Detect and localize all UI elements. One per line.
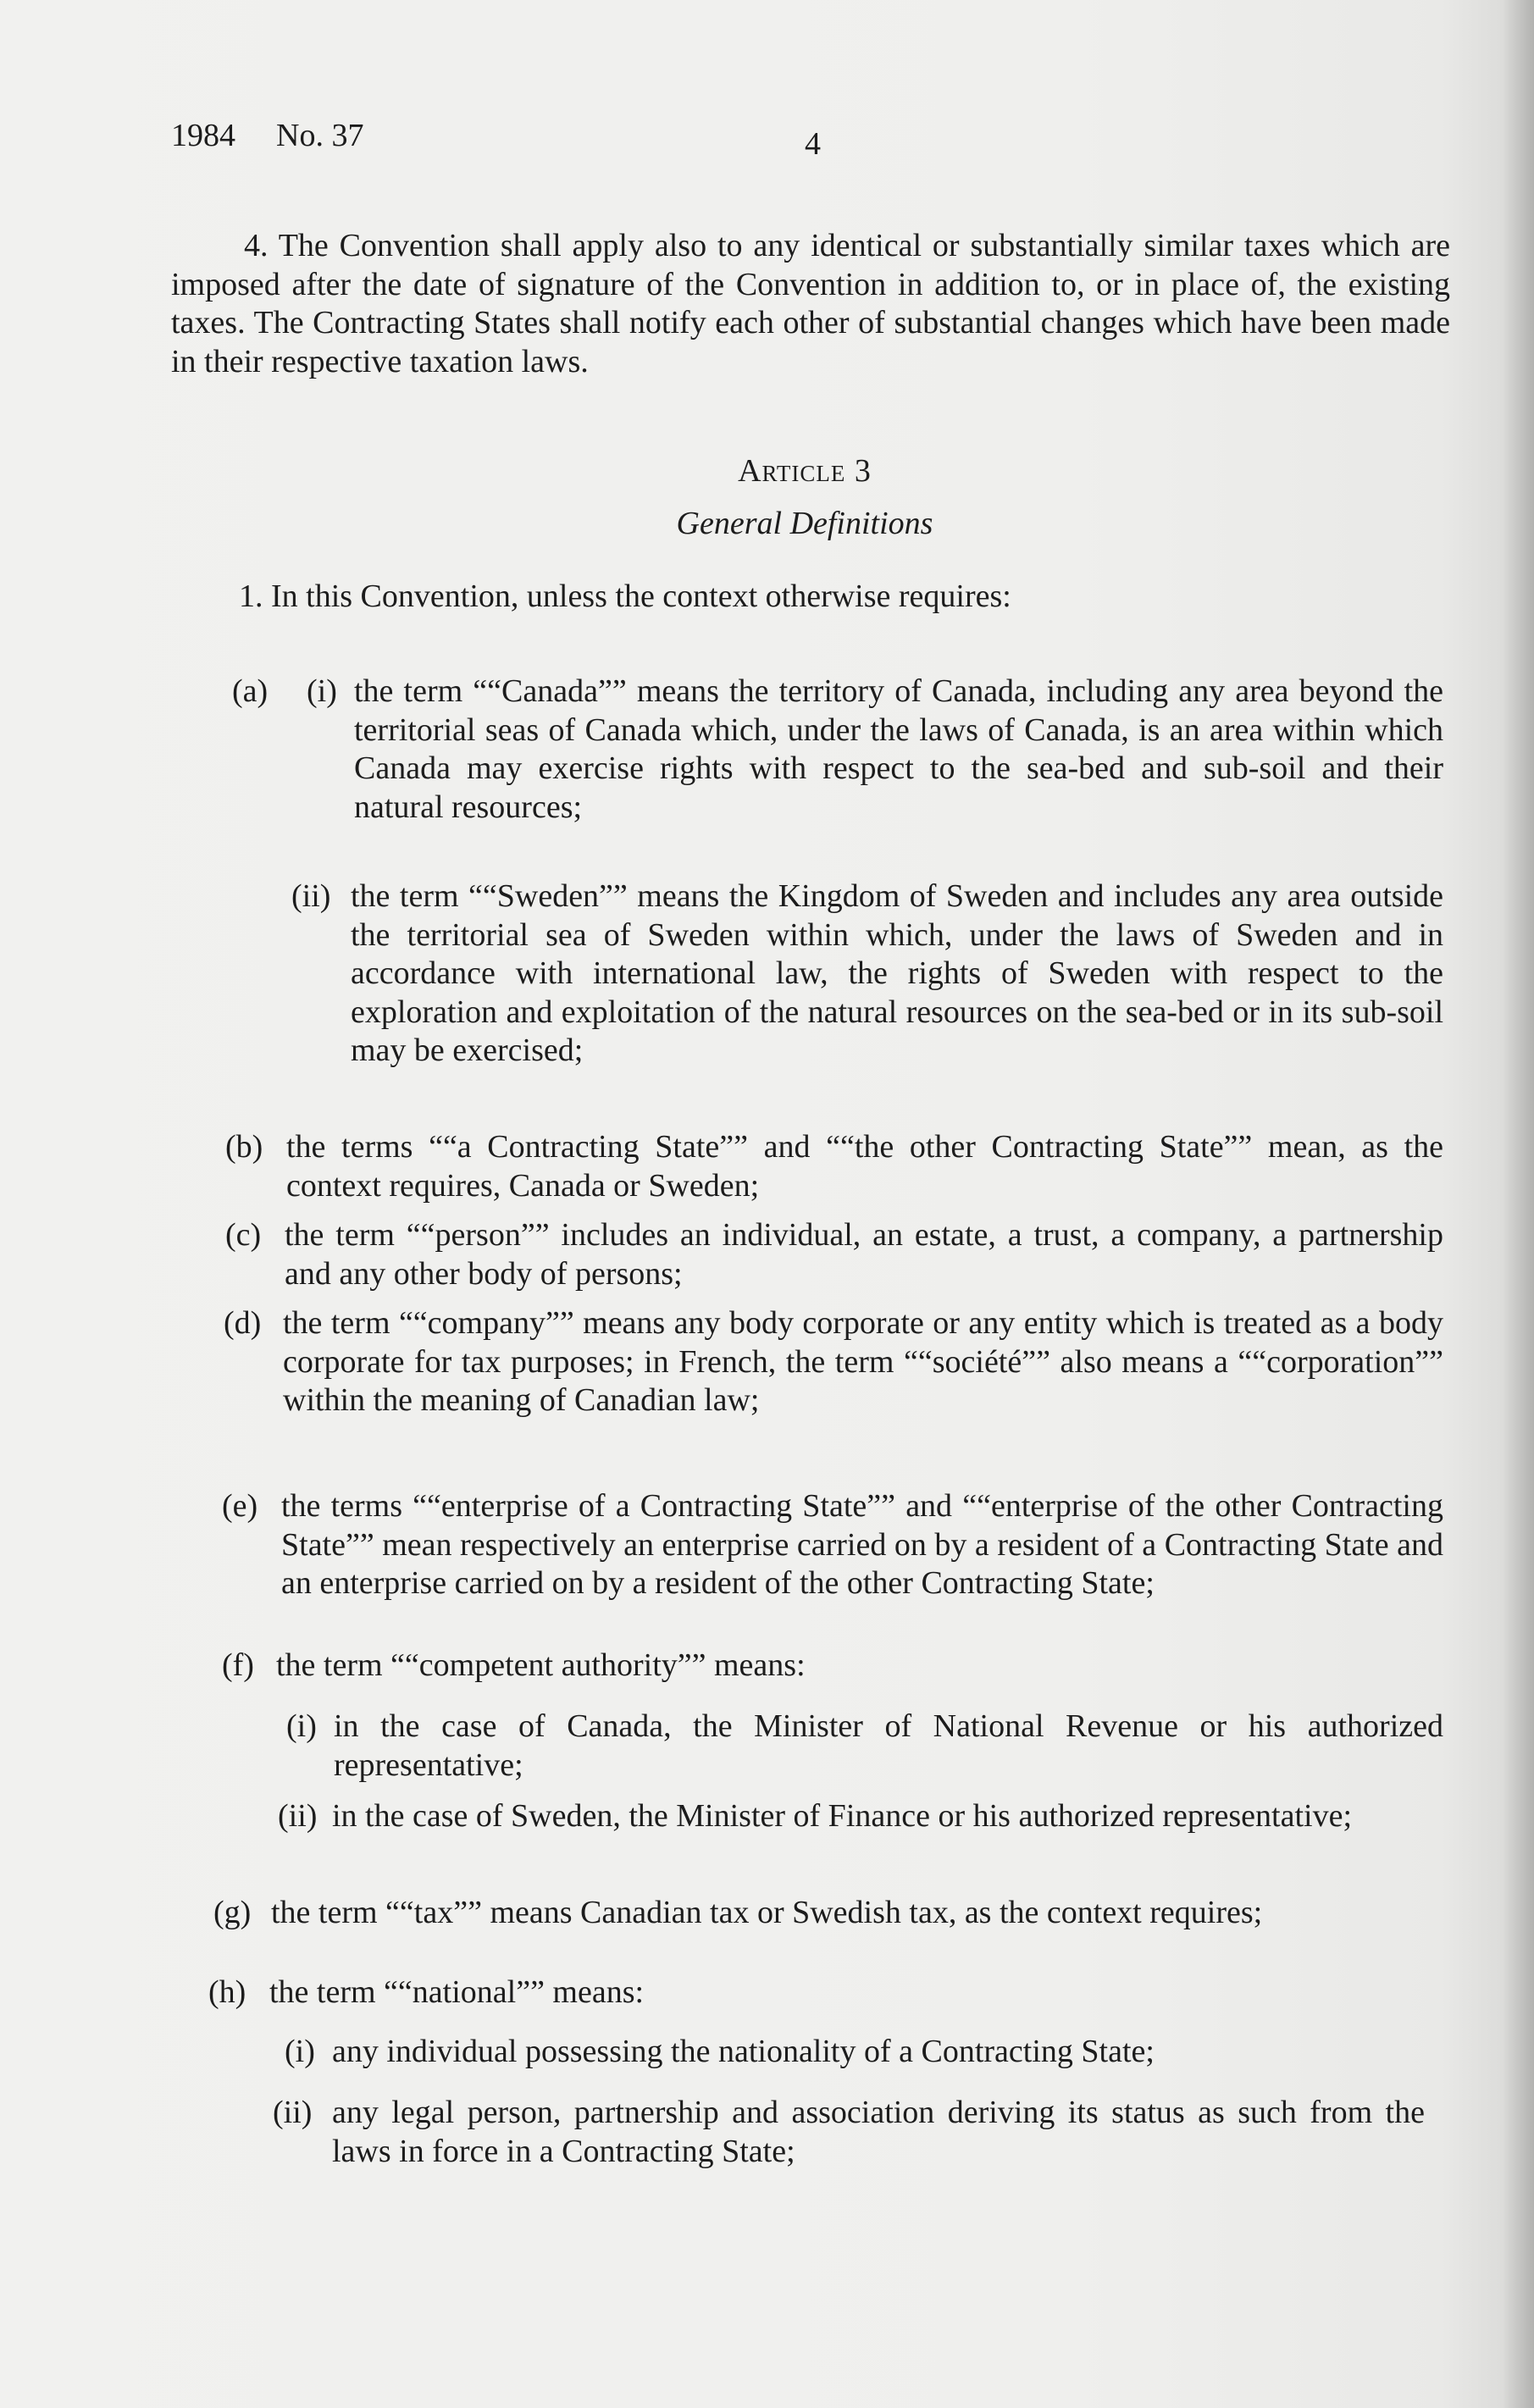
- paragraph-4: 4. The Convention shall apply also to any identical or substantially similar taxes which are imposed after the date of signature of the Convention in addition to, or in place of, the existing taxes. The Contracting States shall notify each other of substantial changes which have been made in their respective taxation laws.: [171, 228, 1450, 379]
- item-f-ii-text: in the case of Sweden, the Minister of Finance or his authorized representative;: [332, 1798, 1352, 1834]
- item-c-label: (c): [225, 1217, 262, 1253]
- item-a-ii-text: the term ““Sweden”” means the Kingdom of Sweden and includes any area outside the territorial sea of Sweden within which, under the laws of Sweden and in accordance with international law, the rights of Sweden with respect to the exploration and exploitation of the natural resources on the sea-bed or in its sub-soil may be exercised;: [351, 878, 1443, 1068]
- item-h-text: the term ““national”” means:: [269, 1974, 645, 2010]
- item-e-label: (e): [222, 1488, 258, 1524]
- item-a-ii-label: (ii): [291, 878, 331, 914]
- header-number: No. 37: [276, 118, 364, 153]
- item-f-ii-label: (ii): [278, 1798, 318, 1834]
- item-a-i-text: the term ““Canada”” means the territory of Canada, including any area beyond the territorial seas of Canada which, under the laws of Canada, is an area within which Canada may exercise rights with respect to the sea-bed and sub-soil and their natural resources;: [354, 673, 1443, 825]
- item-h-ii-label: (ii): [273, 2095, 313, 2130]
- item-f-i-label: (i): [286, 1708, 317, 1744]
- item-e-text: the terms ““enterprise of a Contracting State”” and ““enterprise of the other Contracting State”” mean respectively an enterprise carried on by a resident of a Contracting State and an enterprise carried on by a resident of the other Contracting State;: [281, 1488, 1443, 1601]
- page-number: 4: [805, 126, 821, 162]
- item-f-text: the term ““competent authority”” means:: [276, 1647, 806, 1683]
- article-title: Article 3: [738, 453, 872, 489]
- article-subtitle: General Definitions: [676, 506, 933, 541]
- item-f-i-text: in the case of Canada, the Minister of National Revenue or his authorized representative;: [334, 1708, 1443, 1783]
- item-g-text: the term ““tax”” means Canadian tax or Swedish tax, as the context requires;: [271, 1895, 1263, 1930]
- item-b-label: (b): [225, 1129, 263, 1165]
- definitions-intro: 1. In this Convention, unless the context otherwise requires:: [239, 578, 1011, 614]
- running-header: [171, 117, 363, 154]
- item-b-text: the terms ““a Contracting State”” and ““the other Contracting State”” mean, as the context requires, Canada or Sweden;: [286, 1129, 1443, 1204]
- item-d-text: the term ““company”” means any body corporate or any entity which is treated as a body corporate for tax purposes; in French, the term ““société”” also means a ““corporation”” within the meaning of Canadian law;: [283, 1305, 1443, 1418]
- header-year: 1984: [171, 118, 235, 153]
- item-c-text: the term ““person”” includes an individual, an estate, a trust, a company, a partnership and any other body of persons;: [285, 1217, 1443, 1292]
- item-g-label: (g): [213, 1895, 252, 1930]
- binding-shadow: [1502, 0, 1534, 2408]
- item-a-label: (a): [232, 673, 269, 709]
- item-h-i-text: any individual possessing the nationality of a Contracting State;: [332, 2034, 1155, 2069]
- item-d-label: (d): [224, 1305, 262, 1341]
- item-a-i-label: (i): [307, 673, 337, 709]
- item-h-i-label: (i): [285, 2034, 315, 2069]
- item-f-label: (f): [222, 1647, 254, 1683]
- item-h-ii-text: any legal person, partnership and association deriving its status as such from the laws in force in a Contracting State;: [332, 2095, 1425, 2169]
- item-h-label: (h): [208, 1974, 246, 2010]
